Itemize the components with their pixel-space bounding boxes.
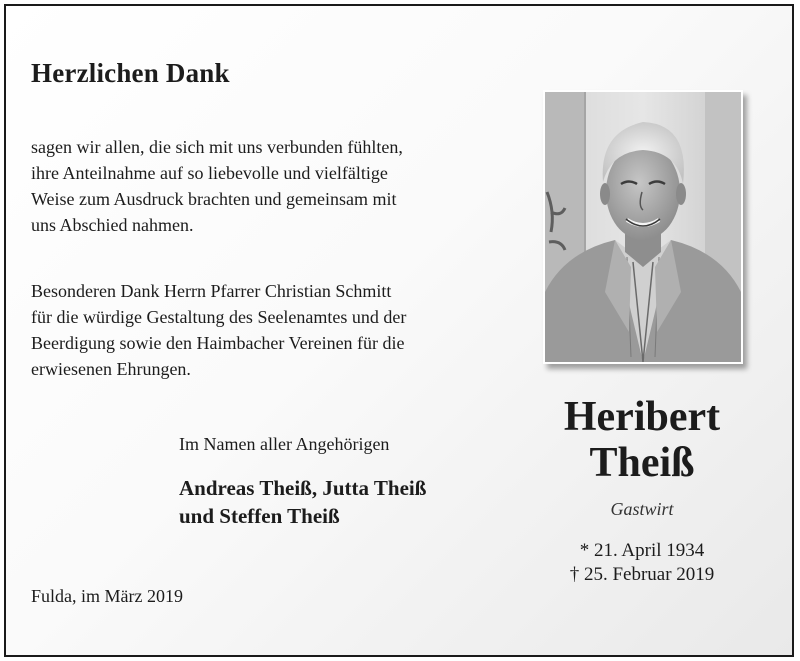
- heading: Herzlichen Dank: [31, 58, 230, 88]
- birth-date: * 21. April 1934: [579, 540, 705, 561]
- text-line: für die würdige Gestaltung des Seelenamtes und der: [31, 307, 407, 327]
- last-name: Theiß: [589, 440, 695, 486]
- text-line: Besonderen Dank Herrn Pfarrer Christian Schmitt: [31, 281, 392, 301]
- text-line: ihre Anteilnahme auf so liebevolle und vielfältige: [31, 163, 388, 183]
- special-thanks-paragraph: [31, 278, 406, 382]
- family-name-line: und Steffen Theiß: [179, 504, 340, 528]
- family-name-line: Andreas Theiß, Jutta Theiß: [179, 476, 427, 500]
- place-date: Fulda, im März 2019: [31, 586, 183, 606]
- signoff: Im Namen aller Angehörigen: [179, 434, 390, 454]
- first-name: Heribert: [563, 394, 721, 440]
- death-date: † 25. Februar 2019: [569, 564, 715, 585]
- deceased-name: [542, 394, 742, 486]
- text-line: Weise zum Ausdruck brachten und gemeinsam mit: [31, 189, 397, 209]
- thanks-paragraph: [31, 134, 403, 238]
- family-names: [179, 474, 426, 530]
- life-dates: [542, 539, 742, 587]
- text-line: uns Abschied nahmen.: [31, 215, 194, 235]
- occupation: Gastwirt: [610, 499, 674, 519]
- text-line: Beerdigung sowie den Haimbacher Vereinen für die: [31, 333, 405, 353]
- text-line: sagen wir allen, die sich mit uns verbunden fühlten,: [31, 137, 403, 157]
- text-line: erwiesenen Ehrungen.: [31, 359, 191, 379]
- portrait-photo: [543, 90, 743, 364]
- obituary-card: [4, 4, 794, 657]
